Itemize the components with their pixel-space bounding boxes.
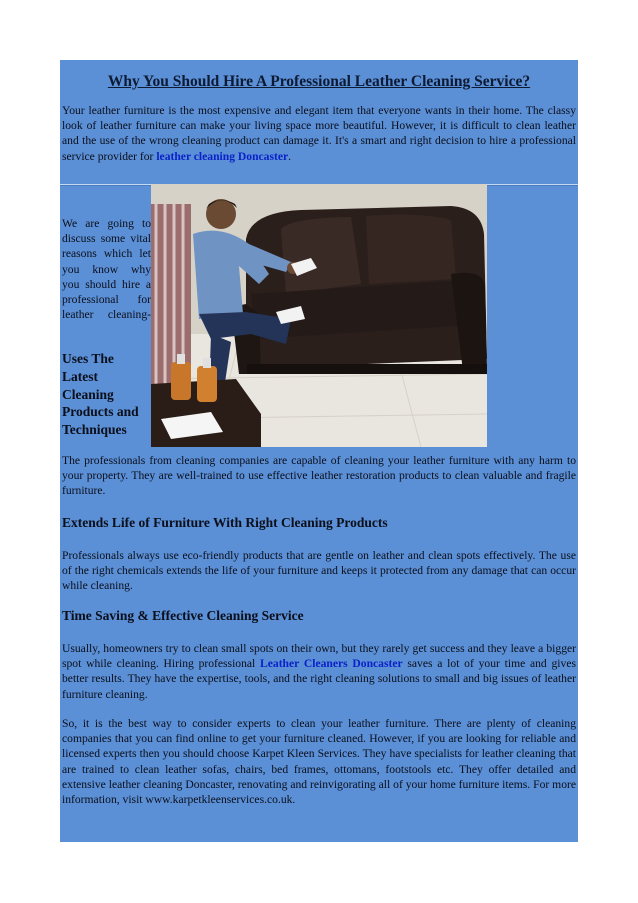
leather-cleaning-doncaster-link[interactable]: leather cleaning Doncaster	[156, 149, 289, 163]
leather-sofa-cleaning-photo	[151, 184, 487, 447]
section3-text-before: Usually, homeowners try to clean small spots on their own, but they rarely get success and they leave a bigger spot while cleaning. Hiring professional	[62, 642, 576, 671]
section2-paragraph: Professionals always use eco-friendly products that are gentle on leather and clean spots effectively. The use of the right chemicals extends the life of your furniture and keeps it protected from any damage that can occur while cleaning.	[62, 549, 576, 593]
document-page	[60, 60, 578, 842]
page-title: Why You Should Hire A Professional Leather Cleaning Service?	[107, 73, 531, 90]
intro-text: Your leather furniture is the most expensive and elegant item that everyone wants in their home. The classy look of leather furniture can make your living space more beautiful. However, it is difficult to clean leather and the use of the wrong cleaning product can damage it. It's a smart and right decision to hire a professional service provider for	[62, 104, 576, 163]
intro-end: .	[288, 149, 292, 163]
left-column-text: We are going to discuss some vital reasons which let you know why you should hire a professional for leather cleaning-	[62, 217, 151, 322]
intro-paragraph	[62, 103, 576, 164]
section3-heading: Time Saving & Effective Cleaning Service	[62, 608, 304, 623]
left-column-heading: Uses The Latest Cleaning Products and Techniques	[62, 351, 139, 438]
leather-cleaners-doncaster-link[interactable]: Leather Cleaners Doncaster	[260, 657, 403, 671]
section3-paragraph	[62, 641, 576, 702]
closing-paragraph: So, it is the best way to consider experts to clean your leather furniture. There are plenty of cleaning companies that you can find online to get your furniture cleaned. However, if you are looking for reliable and licensed experts then you should choose Karpet Kleen Services. They have specialists for leather cleaning that are trained to clean leather sofas, chairs, bed frames, ottomans, footstools etc. They offer detailed and extensive leather cleaning Doncaster, renovating and reinvigorating all of your home furniture items. For more information, visit www.karpetkleenservices.co.uk.	[62, 717, 576, 807]
section3-text-after: saves a lot of your time and gives better results. They have the expertise, tools, and the right cleaning solutions to small and big issues of leather furniture cleaning.	[62, 657, 576, 701]
photo-illustration	[151, 184, 487, 447]
section1-paragraph: The professionals from cleaning companies are capable of cleaning your leather furniture with any harm to your property. They are well-trained to use effective leather restoration products to clean valuable and fragile furniture.	[62, 454, 576, 498]
section2-heading: Extends Life of Furniture With Right Cleaning Products	[62, 515, 388, 530]
